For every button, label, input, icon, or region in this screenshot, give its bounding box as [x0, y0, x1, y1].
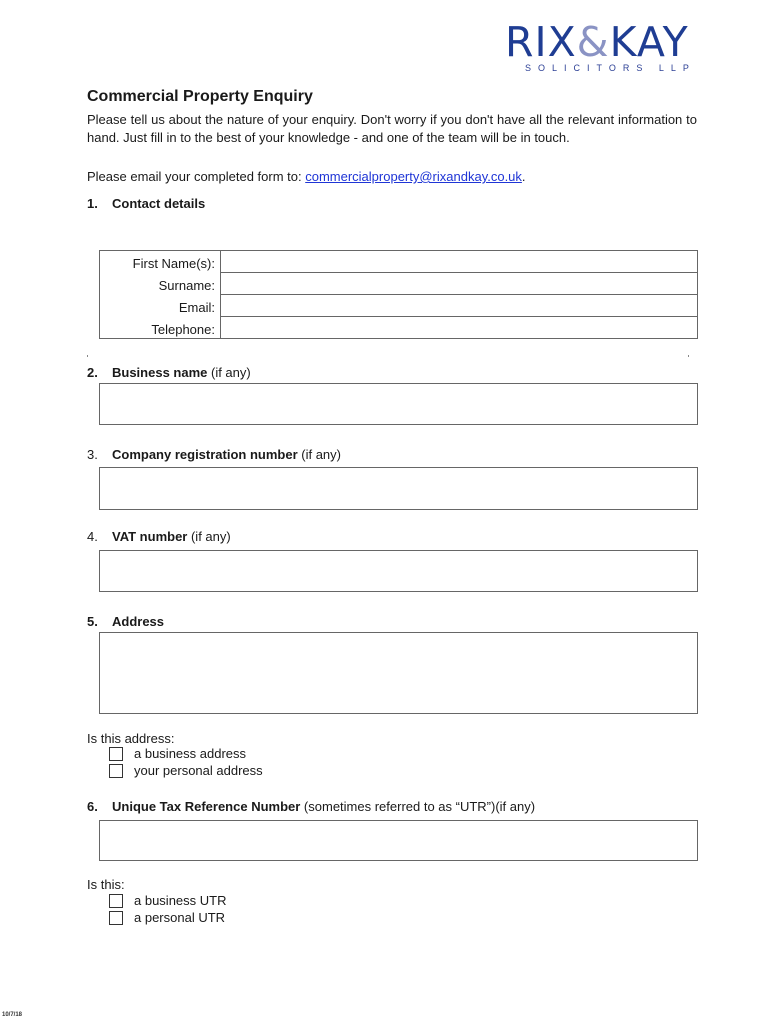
business-utr-checkbox[interactable] [109, 894, 123, 908]
contact-row-telephone: Telephone: [100, 317, 697, 339]
utr-field[interactable] [99, 820, 698, 861]
business-address-checkbox[interactable] [109, 747, 123, 761]
intro-text: Please tell us about the nature of your enquiry. Don't worry if you don't have all the relevant information to hand. Just fill in to the best of your knowledge - and one of the team will be in touch. [87, 112, 697, 145]
address-option-business: a business address [109, 746, 246, 762]
footer-date: 10/7/18 [2, 1012, 23, 1018]
section-address: 5. Address [87, 614, 165, 629]
section-vat-number: 4. VAT number (if any) [87, 529, 231, 544]
contact-row-first-name: First Name(s): [100, 251, 697, 273]
utr-option-business: a business UTR [109, 893, 226, 909]
personal-utr-checkbox[interactable] [109, 911, 123, 925]
contact-row-surname: Surname: [100, 273, 697, 295]
logo-wordmark: RIX&KAY [505, 18, 689, 66]
surname-field[interactable] [220, 273, 697, 295]
section-utr: 6. Unique Tax Reference Number (sometimes referred to as “UTR”)(if any) [87, 799, 536, 814]
business-name-field[interactable] [99, 383, 698, 425]
divider-mark-right [688, 355, 689, 357]
utr-type-question: Is this: [87, 877, 125, 892]
company-registration-field[interactable] [99, 467, 698, 510]
email-instruction: Please email your completed form to: commercialproperty@rixandkay.co.uk. [87, 169, 526, 184]
section-contact-details: 1. Contact details [87, 196, 206, 211]
vat-number-field[interactable] [99, 550, 698, 592]
email-link[interactable]: commercialproperty@rixandkay.co.uk [305, 169, 522, 184]
contact-row-email: Email: [100, 295, 697, 317]
section-company-registration: 3. Company registration number (if any) [87, 447, 341, 462]
telephone-field[interactable] [220, 317, 697, 339]
divider-mark-left [87, 355, 88, 357]
address-field[interactable] [99, 632, 698, 714]
contact-details-table [99, 250, 698, 339]
address-option-personal: your personal address [109, 763, 263, 779]
utr-option-personal: a personal UTR [109, 910, 225, 926]
page-title: Commercial Property Enquiry [87, 88, 313, 105]
first-name-field[interactable] [220, 251, 697, 273]
logo-subtitle: SOLICITORS LLP [525, 63, 696, 73]
section-business-name: 2. Business name (if any) [87, 365, 251, 380]
personal-address-checkbox[interactable] [109, 764, 123, 778]
email-field[interactable] [220, 295, 697, 317]
address-type-question: Is this address: [87, 731, 175, 746]
rix-kay-logo [505, 18, 700, 73]
